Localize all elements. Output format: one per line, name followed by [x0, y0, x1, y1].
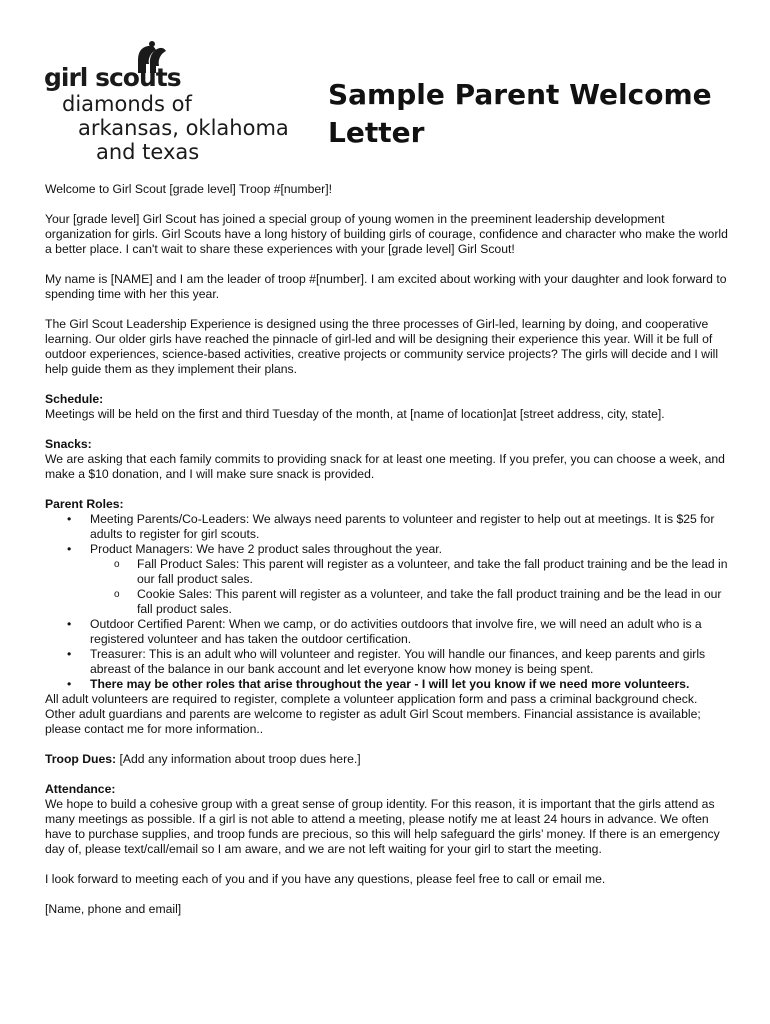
- registration-paragraph: All adult volunteers are required to register, complete a volunteer application form and pass a criminal background check. Other adult guardians and parents are welcome to register as adult Girl Scout members. Financial assistance is available; please contact me for more information..: [45, 692, 701, 736]
- bullet-icon: •: [67, 512, 72, 526]
- experience-paragraph: The Girl Scout Leadership Experience is designed using the three processes of Girl-led, learning by doing, and cooperative learning. Our older girls have reached the pinnacle of girl-led and will be designing their experience this year. Will it be full of outdoor experiences, science-based activities, creative projects or community service projects? The girls will decide and I will help guide them as they implement their plans.: [45, 317, 719, 376]
- product-roles-sublist: [90, 557, 730, 617]
- logo-council-line-1: diamonds of: [62, 92, 192, 116]
- role-cookie-sales: Cookie Sales: This parent will register as a volunteer, and take the fall product training and be the lead in our fall product sales.: [137, 587, 722, 616]
- list-item: [90, 557, 730, 587]
- leader-paragraph: My name is [NAME] and I am the leader of troop #[number]. I am excited about working with your daughter and look forward to spending time with her this year.: [45, 272, 727, 301]
- parent-roles-heading: Parent Roles:: [45, 497, 124, 511]
- schedule-text: Meetings will be held on the first and third Tuesday of the month, at [name of location]at [street address, city, state].: [45, 407, 665, 421]
- attendance-heading: Attendance:: [45, 782, 116, 796]
- document-title: [328, 76, 712, 152]
- role-other: There may be other roles that arise throughout the year - I will let you know if we need more volunteers.: [90, 677, 690, 691]
- bullet-icon: •: [67, 647, 72, 661]
- role-product-managers: Product Managers: We have 2 product sales throughout the year.: [90, 542, 443, 556]
- snacks-heading: Snacks:: [45, 437, 92, 451]
- sub-bullet-icon: o: [114, 589, 120, 600]
- logo-council-line-3: and texas: [96, 140, 200, 164]
- title-line-1: Sample Parent Welcome: [328, 78, 712, 111]
- list-item: [45, 512, 730, 542]
- role-meeting-parents: Meeting Parents/Co-Leaders: We always need parents to volunteer and register to help out at meetings. It is $25 for adults to register for girl scouts.: [90, 512, 715, 541]
- troop-dues-label: Troop Dues:: [45, 752, 117, 766]
- parent-roles-list: [45, 512, 730, 692]
- greeting: Welcome to Girl Scout [grade level] Troop #[number]!: [45, 182, 332, 196]
- list-item: [45, 647, 730, 677]
- girl-scouts-logo: [44, 40, 289, 165]
- bullet-icon: •: [67, 617, 72, 631]
- bullet-icon: •: [67, 542, 72, 556]
- list-item: [45, 617, 730, 647]
- list-item: [45, 677, 730, 692]
- letter-body: [45, 182, 730, 932]
- signature-placeholder: [Name, phone and email]: [45, 902, 182, 916]
- list-item: [90, 587, 730, 617]
- intro-paragraph: Your [grade level] Girl Scout has joined a special group of young women in the preeminent leadership development organization for girls. Girl Scouts have a long history of building girls of courage, confidence and character who make the world a better place. I can't wait to share these experiences with your [grade level] Girl Scout!: [45, 212, 728, 256]
- attendance-text: We hope to build a cohesive group with a great sense of group identity. For this reason, it is important that the girls attend as many meetings as possible. If a girl is not able to attend a meeting, please notify me at least 24 hours in advance. We often have to purchase supplies, and troop funds are precious, so this will help safeguard the girls’ money. If there is an emergency day of, please text/call/email so I am aware, and we are not left waiting for your girl to start the meeting.: [45, 797, 720, 856]
- troop-dues-text: [Add any information about troop dues here.]: [116, 752, 361, 766]
- logo-council-line-2: arkansas, oklahoma: [78, 116, 289, 140]
- schedule-heading: Schedule:: [45, 392, 104, 406]
- role-treasurer: Treasurer: This is an adult who will volunteer and register. You will handle our finances, and keep parents and girls abreast of the balance in our bank account and let everyone know how money is being spent.: [90, 647, 706, 676]
- closing-paragraph: I look forward to meeting each of you and if you have any questions, please feel free to call or email me.: [45, 872, 606, 886]
- snacks-text: We are asking that each family commits to providing snack for at least one meeting. If you prefer, you can choose a week, and make a $10 donation, and I will make sure snack is provided.: [45, 452, 725, 481]
- bullet-icon: •: [67, 677, 72, 691]
- role-fall-product: Fall Product Sales: This parent will register as a volunteer, and take the fall product training and be the lead in our fall product sales.: [137, 557, 728, 586]
- role-outdoor-parent: Outdoor Certified Parent: When we camp, or do activities outdoors that involve fire, we will need an adult who is a registered volunteer and has taken the outdoor certification.: [90, 617, 702, 646]
- logo-brand-text: girl scouts: [44, 63, 181, 92]
- sub-bullet-icon: o: [114, 559, 120, 570]
- troop-dues-paragraph: [45, 752, 730, 767]
- list-item: [45, 542, 730, 617]
- title-line-2: Letter: [328, 116, 425, 149]
